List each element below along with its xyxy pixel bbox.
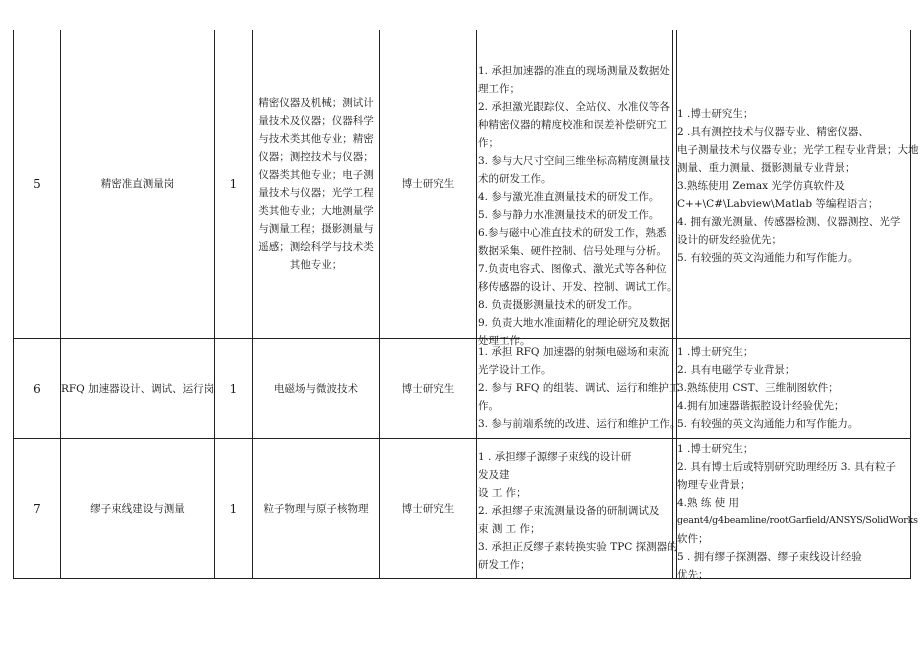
requirement-line: 1 .博士研究生； (677, 346, 754, 358)
duty-line: 数据采集、硬件控制、信号处理与分析。 (478, 245, 667, 257)
duty-line: 移传感器的设计、开发、控制、调试工作。 (478, 281, 678, 293)
grid-line (910, 30, 911, 579)
duty-line: 4. 参与激光准直测量技术的研发工作。 (478, 191, 660, 203)
degree: 博士研究生 (401, 178, 455, 190)
requirement-line: 3.熟练使用 Zemax 光学仿真软件及 (677, 180, 845, 192)
requirement-line: 电子测量技术与仪器专业；光学工程专业背景；大地 (677, 144, 919, 156)
requirement-line: 5 . 拥有缪子探测器、缪子束线设计经验 (677, 551, 862, 563)
duty-line: 3. 参与前端系统的改进、运行和维护工作。 (478, 418, 681, 430)
requirement-line: C++\C#\Labview\Matlab 等编程语言； (677, 198, 879, 210)
degree: 博士研究生 (401, 502, 455, 515)
requirement-line: 5. 有较强的英文沟通能力和写作能力。 (677, 252, 859, 264)
duty-list (478, 343, 681, 437)
duty-line: 术的研发工作。 (478, 173, 552, 185)
major-line: 精密仪器及机械；测试计 (258, 97, 374, 109)
requirement-line: 测量、重力测量、摄影测量专业背景； (677, 162, 856, 174)
major: 电磁场与微波技术 (274, 382, 358, 395)
duty-line: 设 工 作； (478, 487, 527, 499)
duty-line: 9. 负责大地水准面精化的理论研究及数据 (478, 317, 670, 329)
requirement-line: 2. 具有博士后或特别研究助理经历 3. 具有粒子 (677, 461, 897, 473)
requirement-line: 4.拥有加速器谐振腔设计经验优先； (677, 400, 845, 412)
major-line: 仪器；测控技术与仪器； (258, 151, 374, 163)
requirement-line: 2. 具有电磁学专业背景； (677, 364, 796, 376)
duty-line: 作。 (478, 400, 499, 412)
major-list (258, 94, 374, 274)
requirement-line: 5. 有较强的英文沟通能力和写作能力。 (677, 418, 859, 430)
duty-line: 2. 承担激光跟踪仪、全站仪、水准仪等各 (478, 101, 670, 113)
duty-line: 研发工作； (478, 559, 531, 571)
duty-line: 发及建 (478, 469, 510, 481)
headcount: 1 (229, 177, 238, 191)
duty-line: 5. 参与静力水准测量技术的研发工作。 (478, 209, 660, 221)
duty-line: 光学设计工作。 (478, 364, 552, 376)
duty-line: 处理工作。 (478, 335, 531, 347)
requirement-line: 3.熟练使用 CST、三维制图软件； (677, 382, 839, 394)
duty-line: 理工作； (478, 83, 520, 95)
requirement-line: 4. 拥有激光测量、传感器检测、仪器测控、光学 (677, 216, 901, 228)
requirement-line: 1 .博士研究生； (677, 443, 754, 455)
major-line: 仪器类其他专业；电子测 (258, 169, 374, 181)
degree: 博士研究生 (401, 382, 455, 395)
major-line: 量技术与仪器；光学工程 (258, 187, 374, 199)
headcount: 1 (229, 381, 238, 396)
major-line: 量技术及仪器；仪器科学 (258, 115, 374, 127)
duty-line: 8. 负责摄影测量技术的研发工作。 (478, 299, 639, 311)
position-name: 精密准直测量岗 (100, 178, 175, 190)
major-line: 其他专业； (289, 259, 343, 271)
major-cell (253, 30, 379, 338)
row-number: 5 (33, 177, 41, 191)
duty-line: 7.负责电容式、图像式、激光式等各种位 (478, 263, 667, 275)
requirement-line: geant4/g4beamline/rootGarfield/ANSYS/SolidWorks (677, 515, 918, 526)
duty-line: 束 测 工 作； (478, 523, 541, 535)
duty-line: 3. 参与大尺寸空间三维坐标高精度测量技 (478, 155, 670, 167)
duty-line: 作； (478, 137, 499, 149)
requirement-line: 设计的研发经验优先； (677, 234, 782, 246)
duty-line: 3. 承担正反缪子素转换实验 TPC 探测器的 (478, 541, 678, 553)
requirement-line: 2 .具有测控技术与仪器专业、精密仪器、 (677, 126, 869, 138)
requirement-list (677, 105, 919, 285)
position-name: RFQ 加速器设计、调试、运行岗 (60, 382, 215, 395)
row-number: 7 (33, 501, 41, 516)
requirement-list (677, 343, 910, 437)
duty-line: 2. 承担缪子束流测量设备的研制调试及 (478, 505, 660, 517)
major: 粒子物理与原子核物理 (263, 502, 369, 515)
position-name: 缪子束线建设与测量 (90, 502, 185, 515)
requirement-line: 软件； (677, 533, 709, 545)
major-line: 遥感；测绘科学与技术类 (258, 241, 374, 253)
duty-line: 种精密仪器的精度校准和误差补偿研究工 (478, 119, 667, 131)
requirement-line: 1 .博士研究生； (677, 108, 754, 120)
duty-line: 1. 承担加速器的准直的现场测量及数据处 (478, 65, 670, 77)
duty-list (478, 62, 678, 347)
requirement-line: 优先； (677, 569, 709, 581)
duty-line: 6.参与磁中心准直技术的研发工作，熟悉 (478, 227, 667, 239)
headcount: 1 (229, 501, 238, 516)
major-line: 类其他专业；大地测量学 (258, 205, 374, 217)
duty-line: 1. 承担 RFQ 加速器的射频电磁场和束流 (478, 346, 669, 358)
duty-line: 1 . 承担缪子源缪子束线的设计研 (478, 451, 632, 463)
major-line: 与测量工程；摄影测量与 (258, 223, 374, 235)
grid-line (672, 30, 673, 579)
requirement-list (677, 440, 918, 581)
grid-line (476, 30, 477, 579)
duty-list (478, 448, 678, 577)
row-number: 6 (33, 381, 41, 396)
duty-line: 2. 参与 RFQ 的组装、调试、运行和维护工 (478, 382, 680, 394)
requirement-line: 物理专业背景； (677, 479, 751, 491)
major-line: 与技术类其他专业；精密 (258, 133, 374, 145)
requirement-line: 4.熟 练 使 用 (677, 497, 740, 509)
